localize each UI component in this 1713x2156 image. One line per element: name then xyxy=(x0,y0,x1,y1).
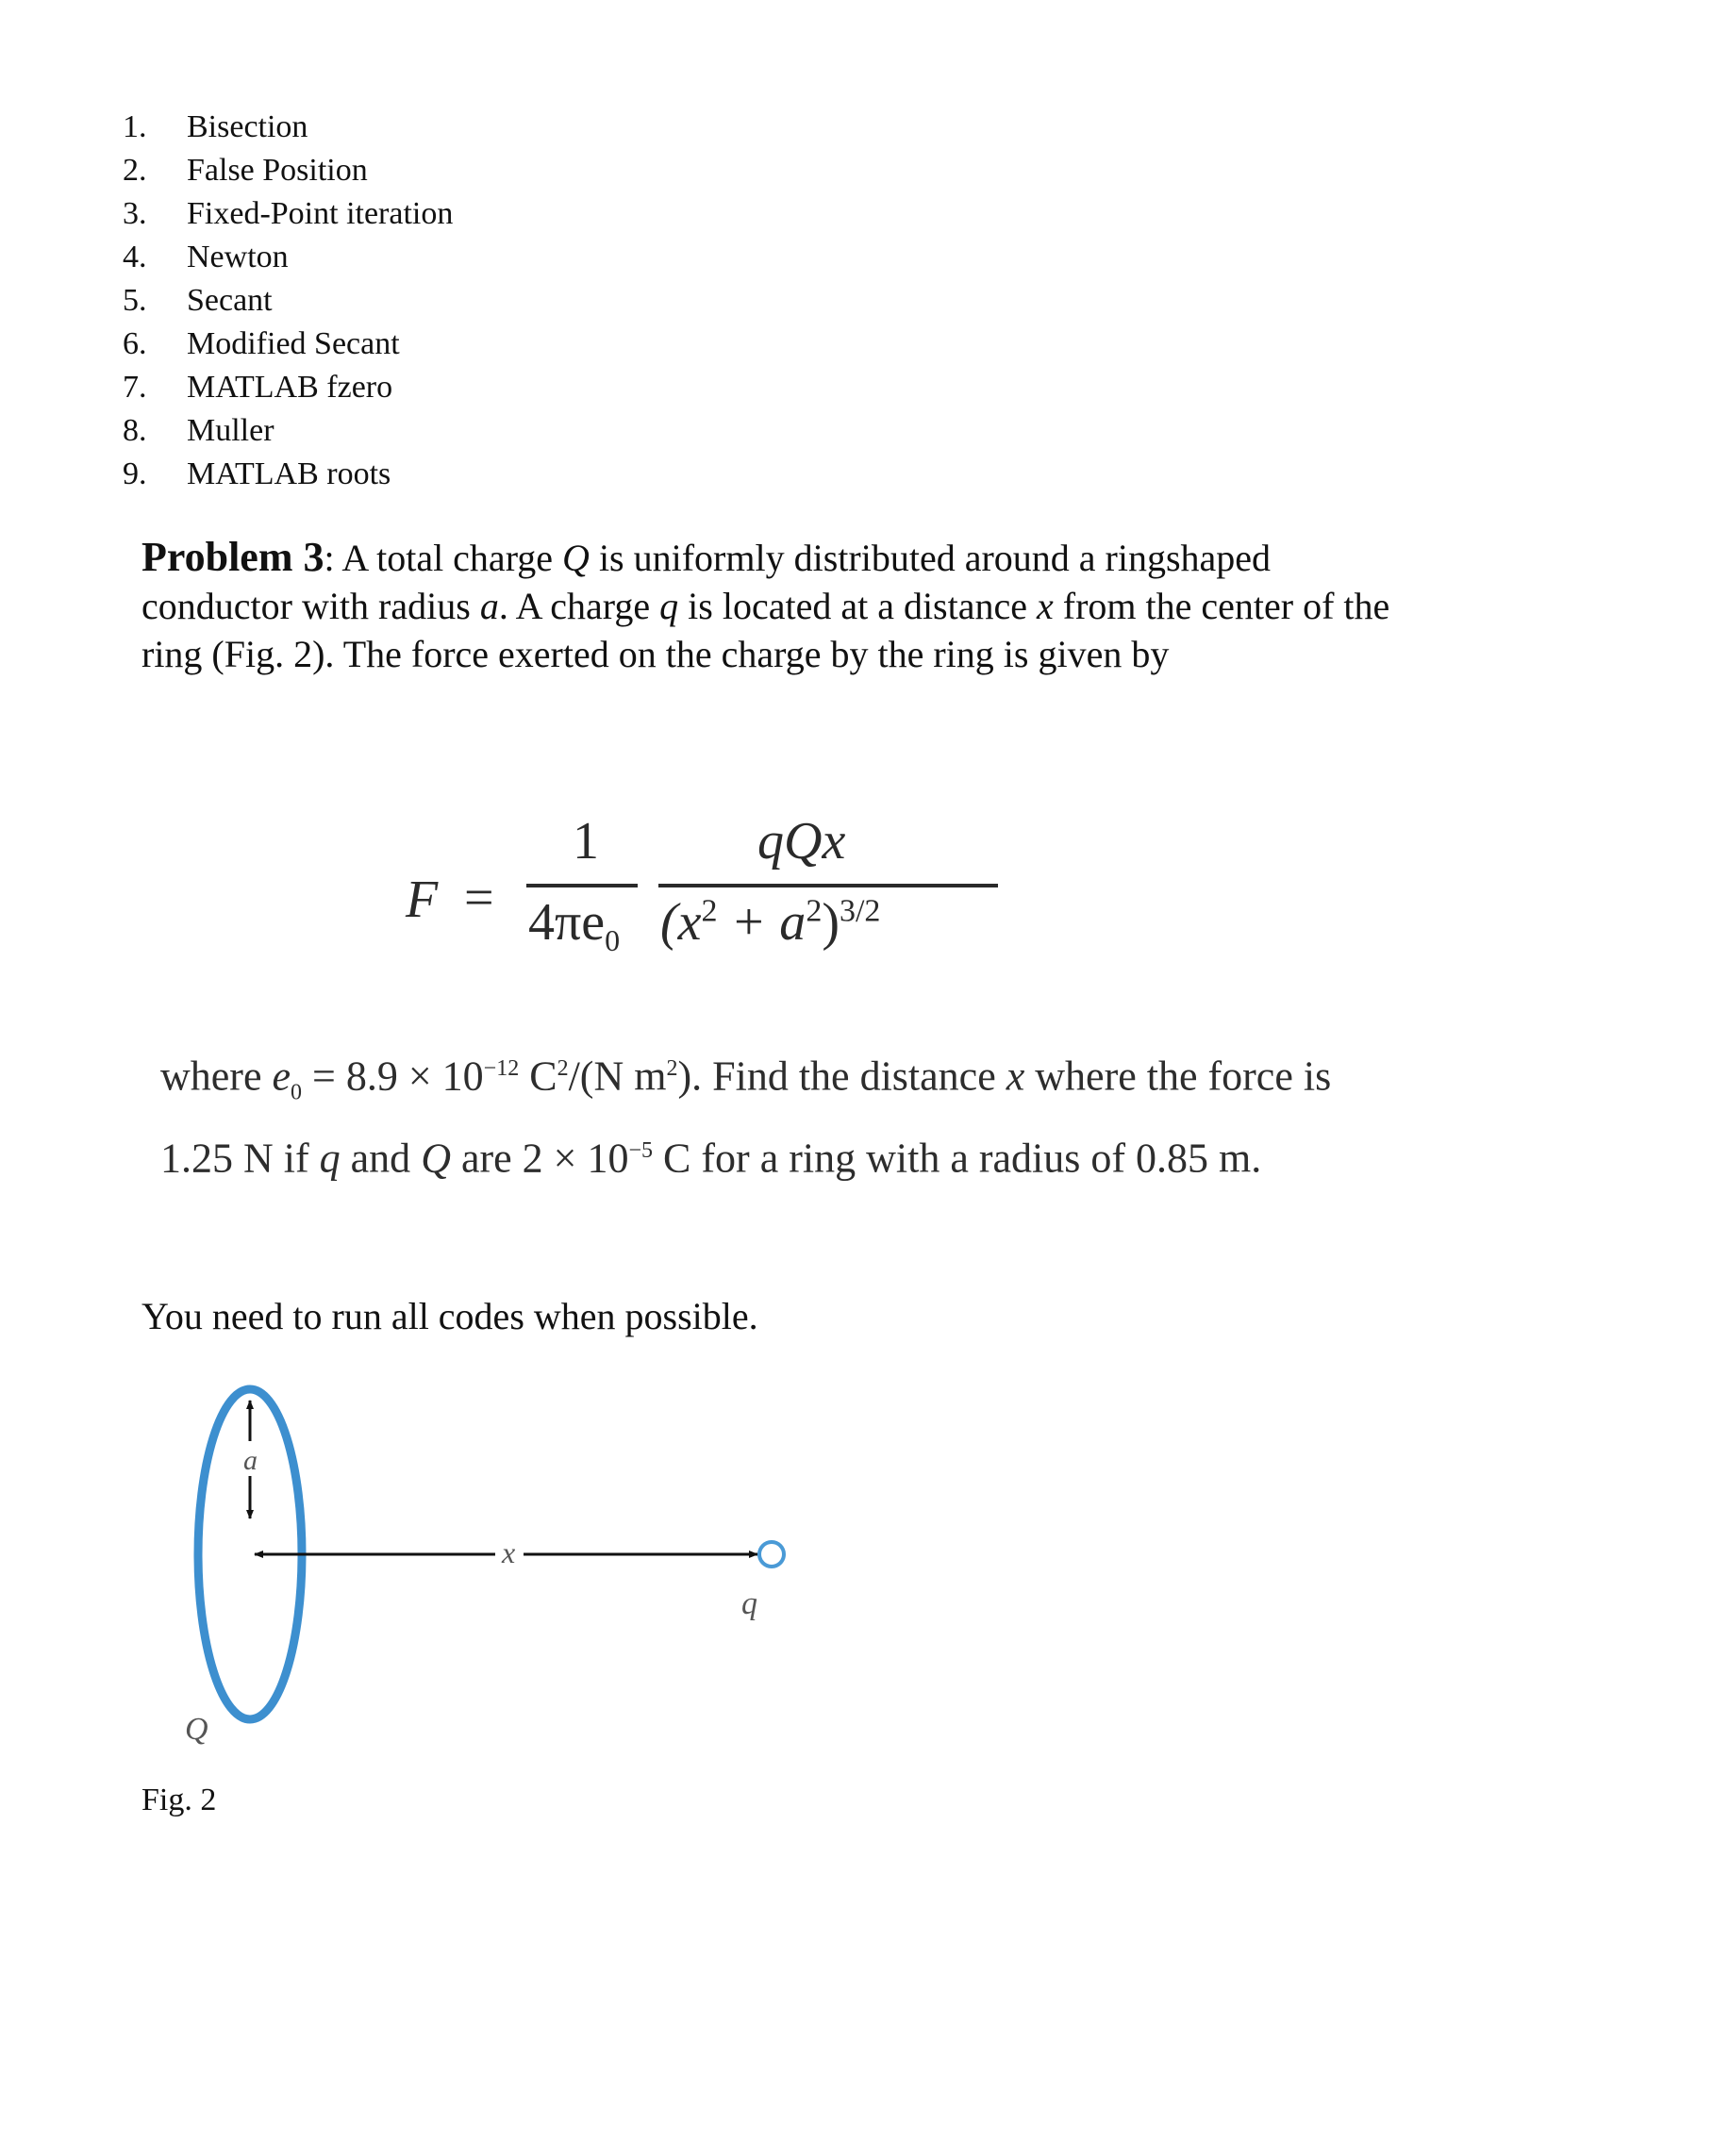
given-text: C xyxy=(519,1053,557,1100)
problem-text: is uniformly distributed around a ringshaped conductor with radius xyxy=(141,537,1272,627)
var-x: x xyxy=(1037,585,1054,627)
var-e0-sub: 0 xyxy=(291,1080,303,1105)
var-x: x xyxy=(1006,1053,1025,1100)
list-item xyxy=(123,236,453,279)
var-e0: e xyxy=(272,1053,291,1100)
list-number: 8. xyxy=(123,413,147,448)
label-a: a xyxy=(243,1445,258,1476)
exponent: 2 xyxy=(557,1056,569,1081)
method-label: Newton xyxy=(187,240,289,274)
list-number: 1. xyxy=(123,109,147,144)
method-label: MATLAB fzero xyxy=(187,370,393,405)
fraction-2-numerator xyxy=(757,811,845,871)
problem-text: . A charge xyxy=(498,585,660,627)
given-text: where the force is 1.25 N if xyxy=(160,1053,1332,1183)
fraction-1-bar xyxy=(526,884,638,887)
given-text: are 2 × 10 xyxy=(450,1136,629,1183)
exponent: −5 xyxy=(628,1138,654,1164)
exponent: −12 xyxy=(483,1056,520,1081)
method-list xyxy=(123,106,453,496)
den2-sq2: 2 xyxy=(806,893,823,929)
point-charge xyxy=(759,1542,784,1567)
given-text: where xyxy=(160,1053,273,1100)
list-number: 4. xyxy=(123,240,147,274)
den2-open: (x xyxy=(660,893,702,952)
method-label: Modified Secant xyxy=(187,326,400,361)
list-number: 9. xyxy=(123,456,147,491)
den2-plus: + a xyxy=(717,893,807,952)
given-text: ). Find the distance xyxy=(677,1053,1006,1100)
list-item xyxy=(123,149,453,192)
problem-text: is located at a distance xyxy=(678,585,1037,627)
fraction-1-numerator: 1 xyxy=(573,812,599,871)
exponent: 2 xyxy=(666,1056,678,1081)
list-item xyxy=(123,453,453,496)
fraction-1-denominator xyxy=(528,892,620,958)
var-q: q xyxy=(319,1136,341,1183)
list-item xyxy=(123,192,453,236)
instruction-text: You need to run all codes when possible. xyxy=(141,1295,758,1337)
given-text: /(N m xyxy=(568,1053,667,1100)
var-Q: Q xyxy=(562,537,590,579)
den1-text: 4πe xyxy=(528,893,606,952)
given-values xyxy=(160,1039,1405,1188)
fraction-2-denominator xyxy=(660,892,880,953)
var-Q: Q xyxy=(421,1136,451,1183)
list-item xyxy=(123,279,453,323)
problem-title: Problem 3 xyxy=(141,534,324,580)
list-item xyxy=(123,106,453,149)
den1-sub: 0 xyxy=(605,923,621,958)
eq-lhs: F xyxy=(406,871,439,929)
den2-close: ) xyxy=(822,893,840,952)
method-label: Fixed-Point iteration xyxy=(187,196,454,231)
given-text: and xyxy=(340,1136,422,1183)
var-a: a xyxy=(479,585,499,627)
var-q: q xyxy=(659,585,679,627)
method-label: Secant xyxy=(187,283,273,318)
list-item xyxy=(123,323,453,366)
label-q: q xyxy=(741,1586,757,1621)
list-number: 7. xyxy=(123,370,147,405)
list-item xyxy=(123,366,453,409)
figure-caption: Fig. 2 xyxy=(141,1783,217,1817)
label-Q: Q xyxy=(185,1712,208,1747)
num2-text: qQx xyxy=(757,812,846,871)
problem-text: from the center of the ring (Fig. 2). The force exerted on the charge by the ring is given by xyxy=(141,585,1390,675)
ring-charge-figure xyxy=(170,1372,830,1768)
den2-sq1: 2 xyxy=(701,893,718,929)
list-item xyxy=(123,409,453,453)
method-label: Muller xyxy=(187,413,274,448)
given-text: = 8.9 × 10 xyxy=(302,1053,484,1100)
given-text: C for a ring with a radius of 0.85 m. xyxy=(653,1136,1262,1183)
list-number: 5. xyxy=(123,283,147,318)
list-number: 2. xyxy=(123,153,147,188)
den2-exp: 3/2 xyxy=(839,893,881,929)
list-number: 3. xyxy=(123,196,147,231)
eq-equals: = xyxy=(464,869,494,927)
method-label: Bisection xyxy=(187,109,308,144)
figure-svg xyxy=(170,1372,830,1768)
fraction-2-bar xyxy=(658,884,998,887)
method-label: False Position xyxy=(187,153,368,188)
list-number: 6. xyxy=(123,326,147,361)
method-label: MATLAB roots xyxy=(187,456,391,491)
problem-statement xyxy=(141,533,1424,678)
problem-text: : A total charge xyxy=(324,537,563,579)
label-x: x xyxy=(502,1535,516,1569)
force-equation xyxy=(406,811,1009,971)
